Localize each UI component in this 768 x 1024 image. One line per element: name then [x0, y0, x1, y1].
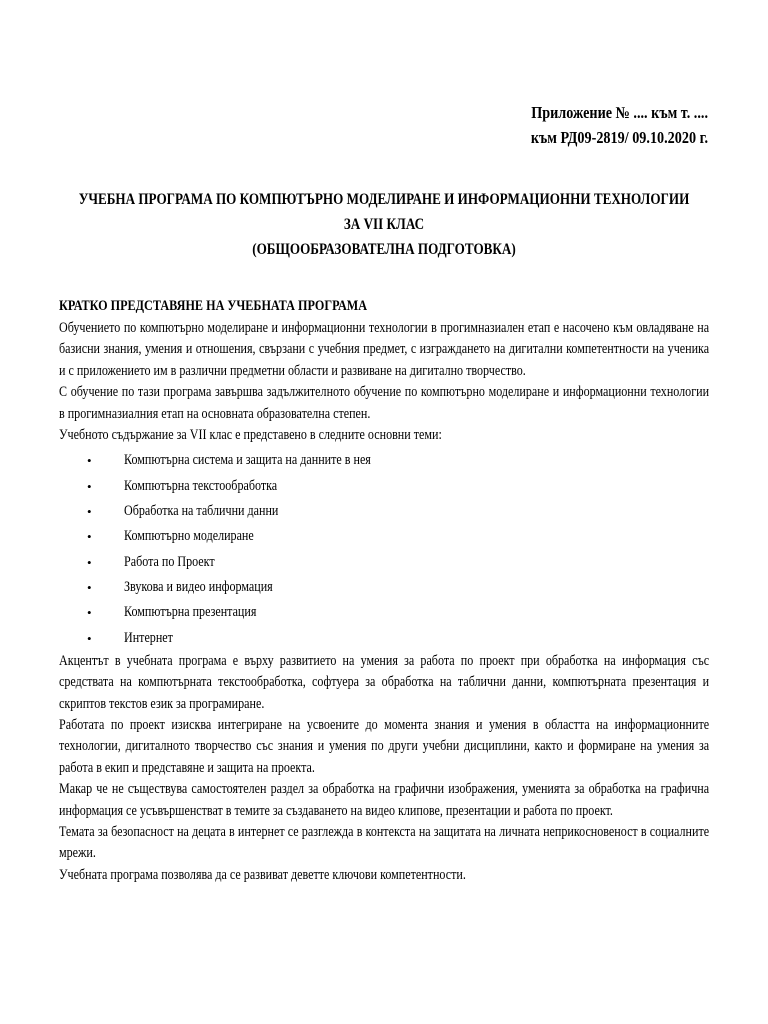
- paragraph-1: Обучението по компютърно моделиране и информационни технологии в прогимназиален етап е насочено към овладяване на базисни знания, умения и отношения, свързани с учебния предмет, с изграждането на дигитални компетентности на ученика и с приложението им в различни предметни области и развиване на дигитално творчество.: [59, 320, 710, 379]
- section-heading: КРАТКО ПРЕДСТАВЯНЕ НА УЧЕБНАТА ПРОГРАМА: [59, 298, 368, 314]
- list-item: • Компютърна текстообработка: [59, 474, 709, 499]
- bullet-icon: •: [87, 605, 92, 621]
- list-item: • Компютърно моделиране: [59, 524, 709, 549]
- paragraph-7: Темата за безопасност на децата в интернет се разглежда в контекста на защитата на личната неприкосновеност в социалните мрежи.: [59, 824, 710, 862]
- bullet-icon: •: [87, 478, 92, 494]
- paragraph-3: Учебното съдържание за VII клас е представено в следните основни теми:: [59, 427, 442, 444]
- list-item: • Интернет: [59, 626, 709, 651]
- bullet-icon: •: [87, 579, 92, 595]
- list-item: • Компютърна система и защита на данните в нея: [59, 448, 709, 473]
- title-line-1: УЧЕБНА ПРОГРАМА ПО КОМПЮТЪРНО МОДЕЛИРАНЕ И ИНФОРМАЦИОННИ ТЕХНОЛОГИИ: [78, 191, 690, 208]
- paragraph-2: С обучение по тази програма завършва задължителното обучение по компютърно моделиране и информационни технологии в прогимназиалния етап на основната образователна степен.: [59, 384, 710, 422]
- list-item: • Звукова и видео информация: [59, 575, 709, 600]
- list-item: • Компютърна презентация: [59, 600, 709, 625]
- annex-line-2: към РД09-2819/ 09.10.2020 г.: [530, 128, 708, 147]
- bullet-icon: •: [87, 630, 92, 646]
- annex-reference: [531, 100, 708, 150]
- bullet-icon: •: [87, 529, 92, 545]
- topic-list: [59, 448, 709, 650]
- annex-line-1: Приложение № .... към т. ....: [531, 103, 708, 122]
- document-body: [59, 294, 709, 886]
- bullet-icon: •: [87, 554, 92, 570]
- list-item: • Обработка на таблични данни: [59, 499, 709, 524]
- paragraph-5: Работата по проект изисква интегриране на усвоените до момента знания и умения в областта на информационните технологии, дигиталното творчество със знания и умения по други учебни дисциплини, както и формиране на умения за работа в екип и представяне и защита на проекта.: [59, 717, 710, 776]
- paragraph-4: Акцентът в учебната програма е върху развитието на умения за работа по проект при обработка на информация със средствата на компютърната текстообработка, софтуера за обработка на таблични данни, компютърната презентация и скриптов текстов език за програмиране.: [59, 652, 710, 712]
- list-item: • Работа по Проект: [59, 550, 709, 575]
- paragraph-6: Макар че не съществува самостоятелен раздел за обработка на графични изображения, уменията за обработка на графична информация се усъвършенстват в темите за създаването на видео клипове, презентации и работа по проект.: [59, 781, 710, 819]
- title-line-3: (ОБЩООБРАЗОВАТЕЛНА ПОДГОТОВКА): [252, 241, 516, 258]
- bullet-icon: •: [87, 504, 92, 520]
- bullet-icon: •: [87, 453, 92, 469]
- document-title: [0, 187, 768, 262]
- paragraph-8: Учебната програма позволява да се развиват деветте ключови компетентности.: [59, 866, 466, 883]
- title-line-2: ЗА VII КЛАС: [343, 216, 425, 233]
